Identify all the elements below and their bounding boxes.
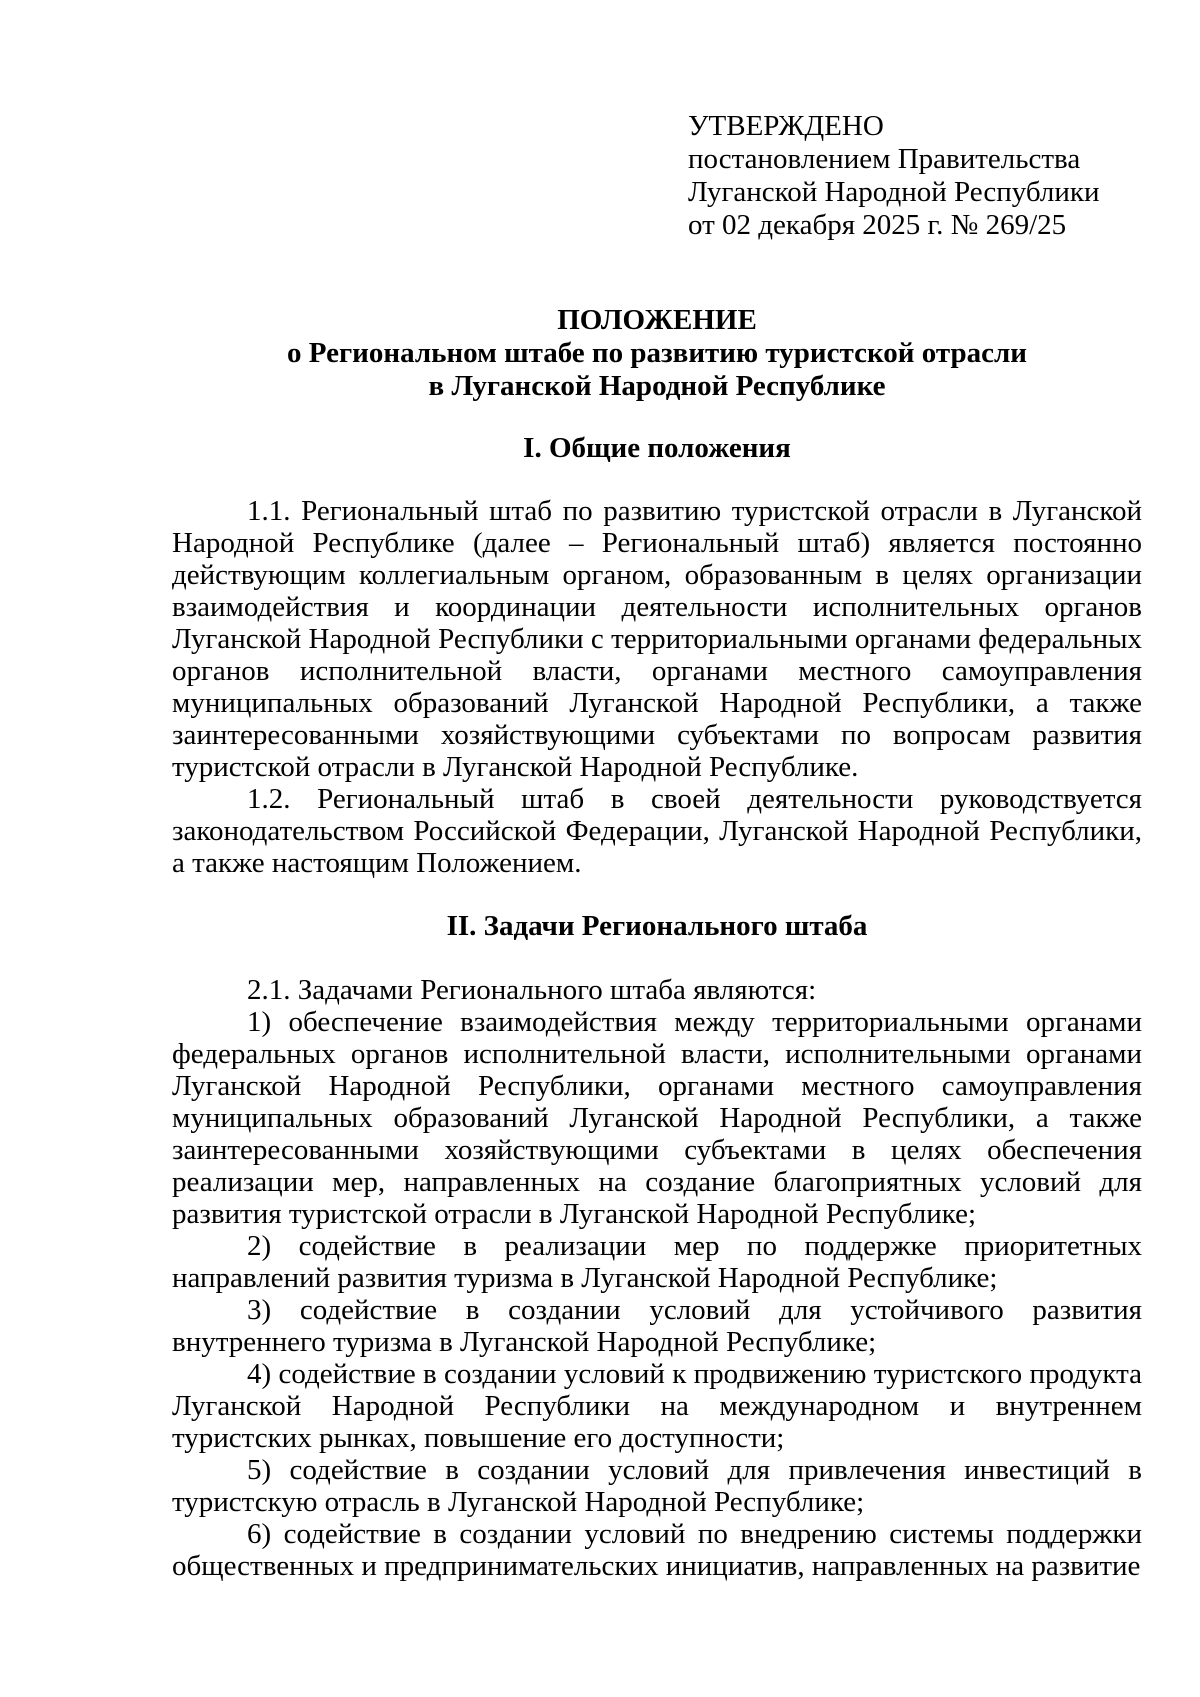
title-line: в Луганской Народной Республике	[428, 370, 886, 402]
list-item: 5) содействие в создании условий для привлечения инвестиций в туристскую отрасль в Луганской Народной Республике;	[172, 1454, 1142, 1518]
list-item: 1) обеспечение взаимодействия между территориальными органами федеральных органов исполнительной власти, исполнительными органами Луганской Народной Республики, органами местного самоуправления муниципальных образований Луганской Народной Республики, а также заинтересованными хозяйствующими субъектами в целях обеспечения реализации мер, направленных на создание благоприятных условий для развития туристской отрасли в Луганской Народной Республике;	[172, 1006, 1142, 1230]
approval-title: УТВЕРЖДЕНО	[688, 110, 884, 142]
list-item: 3) содействие в создании условий для устойчивого развития внутреннего туризма в Луганской Народной Республике;	[172, 1294, 1142, 1358]
document-title	[172, 304, 1142, 403]
list-item: 6) содействие в создании условий по внедрению системы поддержки общественных и предпринимательских инициатив, направленных на развитие	[172, 1518, 1142, 1582]
paragraph: 1.2. Региональный штаб в своей деятельности руководствуется законодательством Российской Федерации, Луганской Народной Республики, а также настоящим Положением.	[172, 783, 1142, 879]
paragraph: 2.1. Задачами Регионального штаба являются:	[247, 974, 817, 1006]
paragraph: 1.1. Региональный штаб по развитию туристской отрасли в Луганской Народной Республике (далее – Региональный штаб) является постоянно действующим коллегиальным органом, образованным в целях организации взаимодействия и координации деятельности исполнительных органов Луганской Народной Республики с территориальными органами федеральных органов исполнительной власти, органами местного самоуправления муниципальных образований Луганской Народной Республики, а также заинтересованными хозяйствующими субъектами по вопросам развития туристской отрасли в Луганской Народной Республике.	[172, 495, 1142, 783]
approval-stamp	[688, 110, 1168, 242]
title-line: о Региональном штабе по развитию туристской отрасли	[287, 337, 1027, 369]
approval-date-number: от 02 декабря 2025 г. № 269/25	[688, 209, 1067, 241]
section-heading: II. Задачи Регионального штаба	[446, 910, 868, 942]
list-item: 2) содействие в реализации мер по поддержке приоритетных направлений развития туризма в Луганской Народной Республике;	[172, 1230, 1142, 1294]
section-body	[172, 974, 1142, 1582]
section-body	[172, 495, 1142, 879]
approval-line: Луганской Народной Республики	[688, 176, 1100, 208]
list-item: 4) содействие в создании условий к продвижению туристского продукта Луганской Народной Республики на международном и внутреннем туристских рынках, повышение его доступности;	[172, 1358, 1142, 1454]
approval-line: постановлением Правительства	[688, 143, 1081, 175]
title-line: ПОЛОЖЕНИЕ	[557, 304, 757, 336]
section-heading: I. Общие положения	[523, 432, 791, 464]
